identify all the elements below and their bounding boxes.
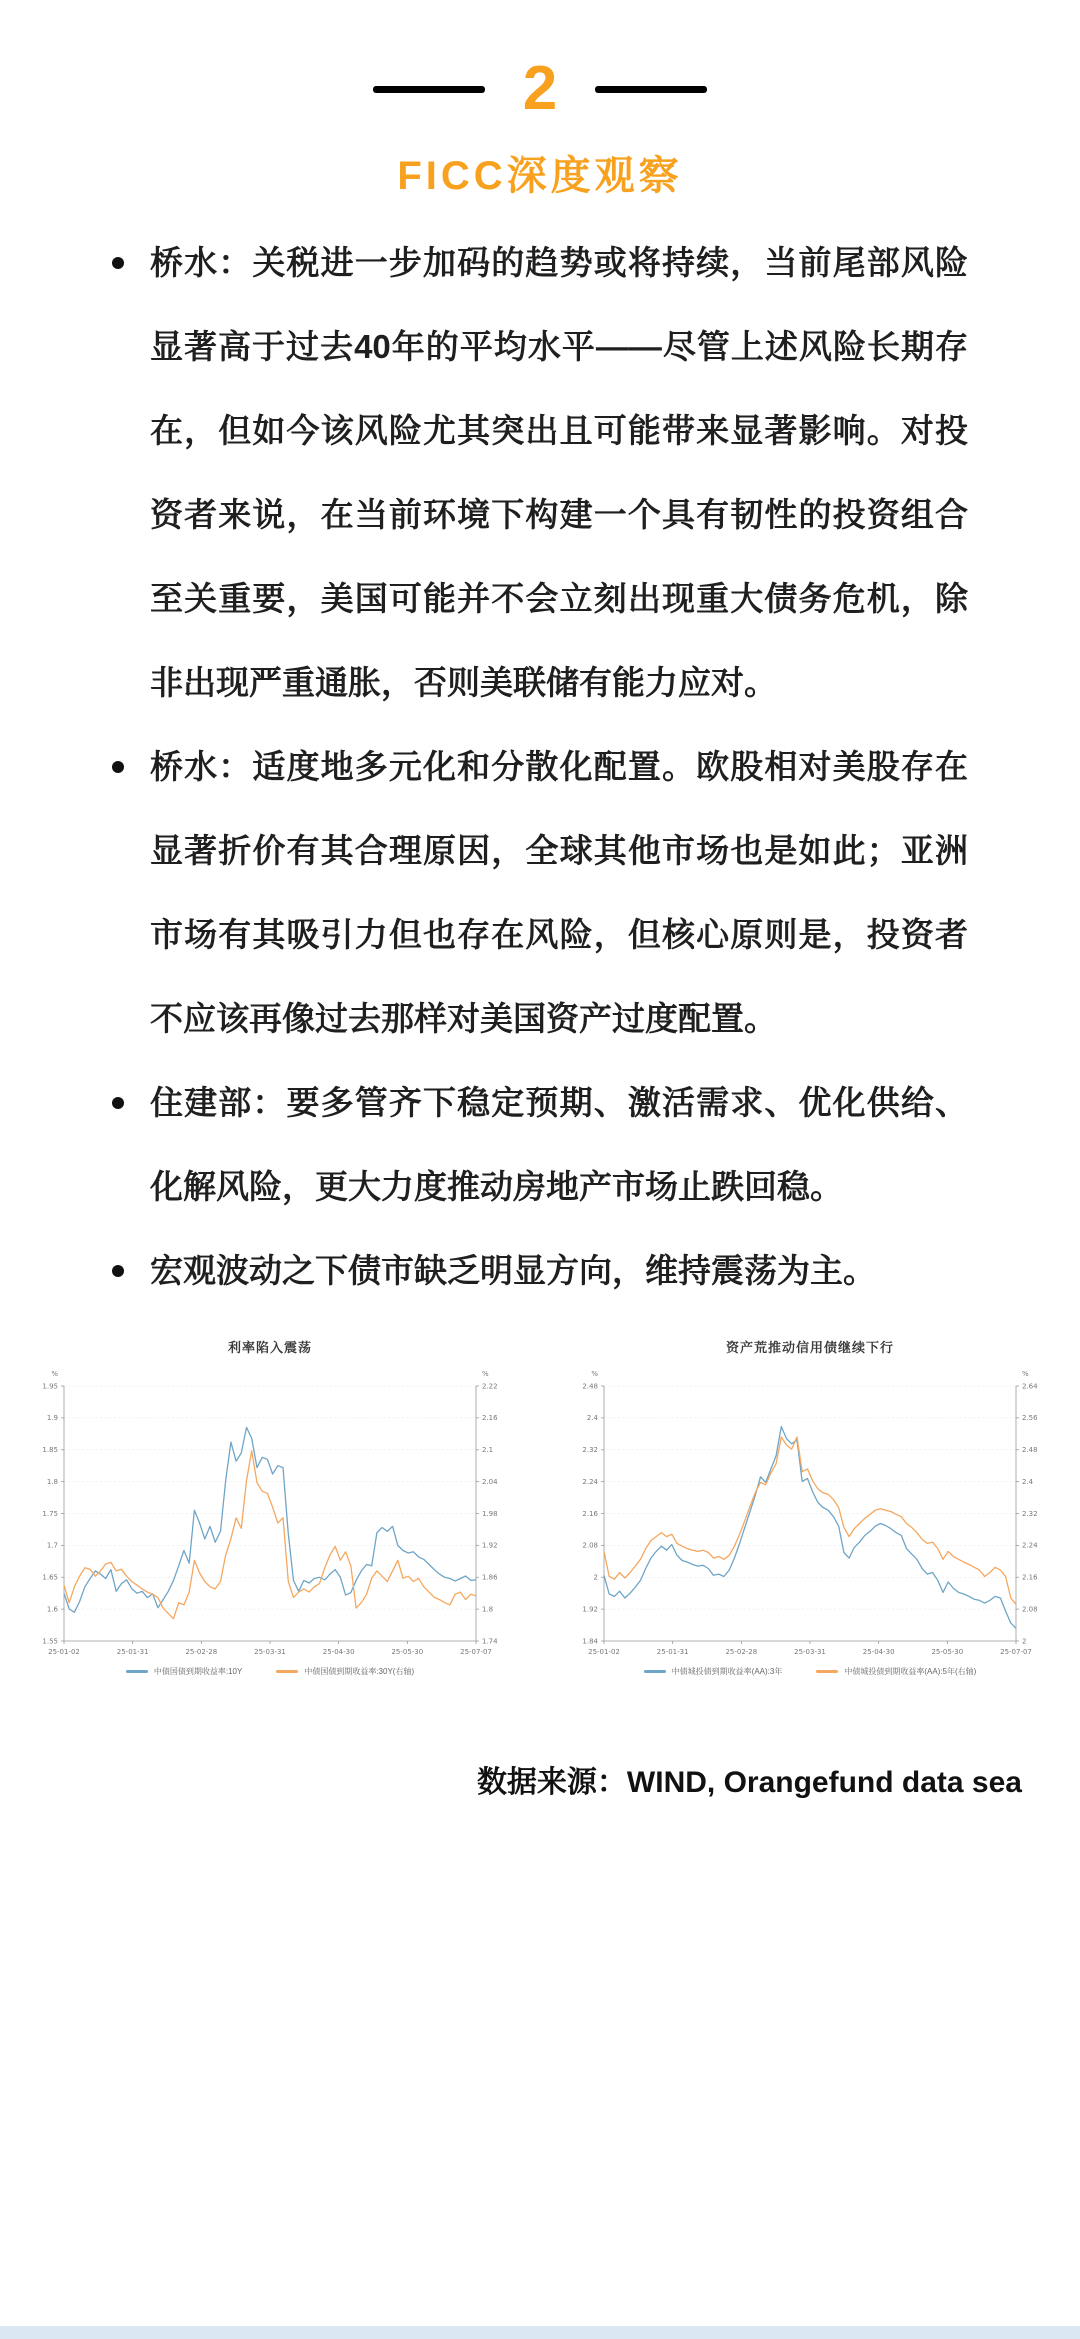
svg-text:1.6: 1.6 bbox=[46, 1605, 58, 1614]
data-source-note: 数据来源：WIND, Orangefund data sea bbox=[476, 1766, 1022, 1799]
bullet-dot bbox=[112, 1265, 124, 1277]
svg-text:1.9: 1.9 bbox=[46, 1414, 58, 1423]
svg-text:25-02-28: 25-02-28 bbox=[725, 1648, 758, 1656]
svg-text:25-01-31: 25-01-31 bbox=[656, 1648, 689, 1656]
svg-text:1.92: 1.92 bbox=[582, 1605, 598, 1614]
svg-text:1.65: 1.65 bbox=[42, 1573, 58, 1582]
svg-text:1.7: 1.7 bbox=[46, 1541, 58, 1550]
svg-text:2.4: 2.4 bbox=[586, 1414, 598, 1423]
bullet-item bbox=[150, 725, 968, 1061]
svg-text:2.1: 2.1 bbox=[482, 1446, 494, 1455]
svg-text:1.55: 1.55 bbox=[42, 1637, 58, 1646]
bullet-item bbox=[150, 1229, 968, 1313]
bullet-text: 桥水：适度地多元化和分散化配置。欧股相对美股存在显著折价有其合理原因，全球其他市场也是如此；亚洲市场有其吸引力但也存在风险，但核心原则是，投资者不应该再像过去那样对美国资产过度配置。 bbox=[150, 748, 968, 1037]
svg-text:1.75: 1.75 bbox=[42, 1509, 58, 1518]
svg-text:%: % bbox=[1022, 1370, 1029, 1378]
svg-text:1.98: 1.98 bbox=[482, 1509, 498, 1518]
legend-label: 中债城投债到期收益率(AA):5年(右轴) bbox=[844, 1667, 977, 1676]
svg-text:2.24: 2.24 bbox=[582, 1477, 598, 1486]
legend-line-swatch bbox=[644, 1670, 666, 1673]
bullet-dot bbox=[112, 1097, 124, 1109]
svg-text:1.95: 1.95 bbox=[42, 1382, 58, 1391]
svg-text:2.04: 2.04 bbox=[482, 1477, 498, 1486]
chart-title: 利率陷入震荡 bbox=[227, 1340, 312, 1355]
svg-text:25-03-31: 25-03-31 bbox=[794, 1648, 826, 1656]
svg-text:2.64: 2.64 bbox=[1022, 1382, 1038, 1391]
svg-text:1.84: 1.84 bbox=[582, 1637, 598, 1646]
legend-line-swatch bbox=[816, 1670, 838, 1673]
svg-text:2.32: 2.32 bbox=[1022, 1509, 1038, 1518]
svg-text:25-07-07: 25-07-07 bbox=[1000, 1648, 1032, 1656]
svg-text:1.85: 1.85 bbox=[42, 1446, 58, 1455]
svg-text:%: % bbox=[591, 1370, 598, 1378]
svg-text:%: % bbox=[482, 1370, 489, 1378]
svg-text:25-03-31: 25-03-31 bbox=[254, 1648, 286, 1656]
svg-text:2.08: 2.08 bbox=[582, 1541, 598, 1550]
legend-item bbox=[644, 1666, 783, 1677]
bullet-text: 桥水：关税进一步加码的趋势或将持续，当前尾部风险显著高于过去40年的平均水平——尽管上述风险长期存在，但如今该风险尤其突出且可能带来显著影响。对投资者来说，在当前环境下构建一个具有韧性的投资组合至关重要，美国可能并不会立刻出现重大债务危机，除非出现严重通胀，否则美联储有能力应对。 bbox=[150, 244, 968, 701]
svg-text:25-01-31: 25-01-31 bbox=[116, 1648, 149, 1656]
svg-text:25-04-30: 25-04-30 bbox=[862, 1648, 895, 1656]
svg-text:25-05-30: 25-05-30 bbox=[391, 1648, 424, 1656]
svg-text:2.32: 2.32 bbox=[582, 1446, 598, 1455]
legend-item bbox=[816, 1666, 976, 1677]
svg-text:2.48: 2.48 bbox=[1022, 1446, 1038, 1455]
svg-text:2.16: 2.16 bbox=[582, 1509, 598, 1518]
svg-text:2.48: 2.48 bbox=[582, 1382, 598, 1391]
svg-text:2.16: 2.16 bbox=[1022, 1573, 1038, 1582]
bullet-item bbox=[150, 1061, 968, 1229]
svg-text:25-07-07: 25-07-07 bbox=[460, 1648, 492, 1656]
header-dash-right bbox=[595, 86, 707, 93]
svg-text:25-02-28: 25-02-28 bbox=[185, 1648, 218, 1656]
bullet-text: 宏观波动之下债市缺乏明显方向，维持震荡为主。 bbox=[150, 1252, 876, 1289]
footer-strip bbox=[0, 2326, 1080, 2339]
chart-card-rates bbox=[0, 1315, 540, 1677]
svg-text:2.08: 2.08 bbox=[1022, 1605, 1038, 1614]
svg-text:1.86: 1.86 bbox=[482, 1573, 498, 1582]
bullet-item bbox=[150, 221, 968, 725]
svg-text:1.8: 1.8 bbox=[482, 1605, 494, 1614]
bullet-dot bbox=[112, 257, 124, 269]
svg-text:2.16: 2.16 bbox=[482, 1414, 498, 1423]
chart-card-credit bbox=[540, 1315, 1080, 1677]
bullet-text: 住建部：要多管齐下稳定预期、激活需求、优化供给、化解风险，更大力度推动房地产市场止跌回稳。 bbox=[150, 1084, 968, 1205]
svg-text:2.4: 2.4 bbox=[1022, 1477, 1034, 1486]
charts-row bbox=[0, 1315, 1080, 1677]
legend-line-swatch bbox=[276, 1670, 298, 1673]
chart-legend bbox=[540, 1666, 1080, 1677]
line-chart-credit bbox=[540, 1358, 1080, 1678]
svg-text:2.24: 2.24 bbox=[1022, 1541, 1038, 1550]
line-chart-rates bbox=[0, 1358, 540, 1678]
svg-text:25-04-30: 25-04-30 bbox=[322, 1648, 355, 1656]
legend-line-swatch bbox=[126, 1670, 148, 1673]
svg-text:25-01-02: 25-01-02 bbox=[588, 1648, 620, 1656]
svg-text:%: % bbox=[51, 1370, 58, 1378]
svg-text:2: 2 bbox=[1022, 1637, 1027, 1646]
chart-legend bbox=[0, 1666, 540, 1677]
section-number: 2 bbox=[522, 54, 558, 123]
svg-text:2.22: 2.22 bbox=[482, 1382, 498, 1391]
section-title: FICC深度观察 bbox=[397, 154, 683, 198]
svg-text:2.56: 2.56 bbox=[1022, 1414, 1038, 1423]
svg-text:25-01-02: 25-01-02 bbox=[48, 1648, 80, 1656]
bullet-dot bbox=[112, 761, 124, 773]
svg-text:1.92: 1.92 bbox=[482, 1541, 498, 1550]
legend-label: 中债国债到期收益率:10Y bbox=[153, 1667, 243, 1676]
svg-text:1.74: 1.74 bbox=[482, 1637, 498, 1646]
bullet-list bbox=[0, 221, 1080, 1313]
legend-label: 中债城投债到期收益率(AA):3年 bbox=[671, 1667, 783, 1676]
svg-text:1.8: 1.8 bbox=[46, 1477, 58, 1486]
header-dash-left bbox=[373, 86, 485, 93]
legend-item bbox=[126, 1666, 242, 1677]
section-header bbox=[0, 54, 1080, 123]
page bbox=[0, 54, 1080, 2339]
svg-text:25-05-30: 25-05-30 bbox=[931, 1648, 964, 1656]
chart-title: 资产荒推动信用债继续下行 bbox=[725, 1340, 894, 1355]
legend-label: 中债国债到期收益率:30Y(右轴) bbox=[304, 1667, 415, 1676]
svg-text:2: 2 bbox=[593, 1573, 598, 1582]
legend-item bbox=[276, 1666, 414, 1677]
